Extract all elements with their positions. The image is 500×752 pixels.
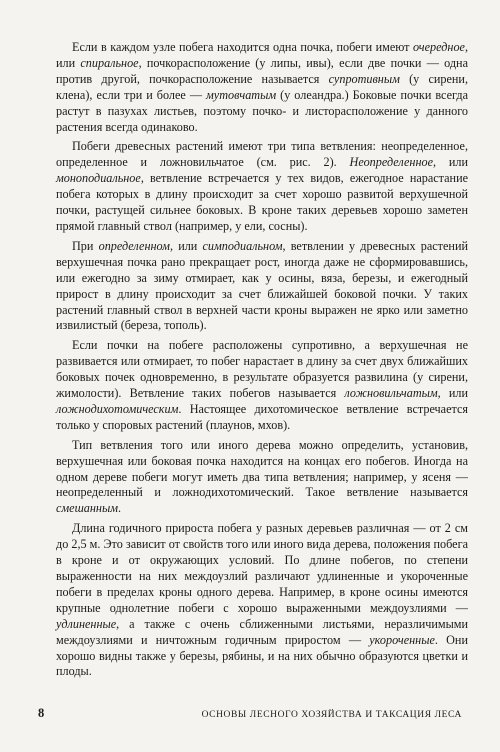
body-text: [56, 40, 468, 680]
text-run: При: [72, 238, 99, 253]
text-run: Если почки на побеге расположены супротивно, а верхушечная не развивается или отмирает, то побег нарастает в длину за счет двух ближайших боковых почек одновременно, в результате образуется развилина (у сирени, жимолости). Ветвление таких побегов называется: [56, 338, 468, 401]
text-run: , или: [437, 386, 468, 401]
text-run: , почкорасположение (у липы, ивы), если две почки — одна против другой, почкорасположение называется: [56, 55, 468, 86]
italic-term: спиральное: [80, 55, 139, 70]
italic-term: ложновильчатым: [344, 386, 438, 401]
text-run: . Настоящее дихотомическое ветвление встречается только у споровых растений (плаунов, мхов).: [56, 401, 468, 432]
italic-term: смешанным: [56, 501, 119, 516]
italic-term: определенном: [98, 238, 170, 253]
text-run: , или: [169, 238, 203, 253]
page-number: 8: [38, 706, 45, 720]
text-run: (у сирени, клена), если три и более —: [56, 71, 468, 102]
italic-term: удлиненные: [56, 616, 117, 631]
italic-term: очередное: [413, 40, 465, 54]
paragraph: [56, 438, 468, 518]
paragraph: [56, 338, 468, 433]
text-run: (у олеандра.) Боковые почки всегда растут в пазухах листьев, поэтому почко- и листорасположение у данного растения всегда одинаково.: [56, 87, 468, 134]
text-run: . Они хорошо видны также у березы, рябины, и на них обычно образуются цветки и плоды.: [56, 632, 468, 679]
italic-term: симподиальном: [202, 238, 283, 253]
text-run: Если в каждом узле побега находится одна почка, побеги имеют: [72, 40, 414, 54]
text-run: , а также с очень сближенными листьями, неразличимыми междоузлиями и ничтожным годичным приростом —: [56, 616, 468, 647]
paragraph: [56, 40, 468, 135]
page-footer: [38, 706, 462, 721]
text-run: , ветвлении у древесных растений верхушечная почка рано прекращает рост, иногда даже не сформировавшись, или ежегодно за зиму отмирает, как у осины, вяза, березы, и ежегодный прирост в длину происходит за счет ближайшей боковой почки. У таких растений главный ствол в верхней части кроны выражен не ярко или заметно извилистый (береза, тополь).: [56, 238, 468, 333]
text-run: , или: [56, 40, 468, 70]
paragraph: [56, 239, 468, 334]
italic-term: укороченные: [369, 632, 435, 647]
text-run: Длина годичного прироста побега у разных деревьев различная — от 2 см до 2,5 м. Это зависит от свойств того или иного вида дерева, положения побега в кроне и от окружающих условий. По длине побегов, по степени выраженности на них междоузлий различают удлиненные и укороченные побеги в пределах кроны одного дерева. Например, в кроне осины имеются крупные однолетние побеги с хорошо выраженными междоузлиями —: [56, 521, 468, 615]
running-title: ОСНОВЫ ЛЕСНОГО ХОЗЯЙСТВА И ТАКСАЦИЯ ЛЕСА: [201, 710, 462, 720]
italic-term: Неопределенное: [349, 155, 434, 170]
italic-term: ложнодихотомическим: [56, 401, 179, 416]
italic-term: мутовчатым: [206, 87, 277, 102]
italic-term: супротивным: [328, 71, 400, 86]
paragraph: [56, 521, 468, 680]
text-run: , или: [433, 155, 468, 170]
italic-term: моноподиальное: [56, 171, 141, 186]
text-run: Тип ветвления того или иного дерева можно определить, установив, верхушечная или боковая почка находится на концах его побегов. Иногда на одном дереве побеги могут иметь два типа ветвления; например, у ясеня — неопределенный и ложнодихотомический. Такое ветвление называется: [56, 437, 468, 500]
text-run: .: [118, 501, 122, 516]
text-run: , ветвление встречается у тех видов, ежегодное нарастание побега которых в длину происходит за счет хорошо развитой верхушечной почки, растущей сильнее боковых. В кроне таких деревьев хорошо заметен прямой главный ствол (например, у ели, сосны).: [56, 171, 468, 233]
paragraph: [56, 139, 468, 234]
text-run: Побеги древесных растений имеют три типа ветвления: неопределенное, определенное и ложновильчатое (см. рис. 2).: [56, 139, 468, 170]
